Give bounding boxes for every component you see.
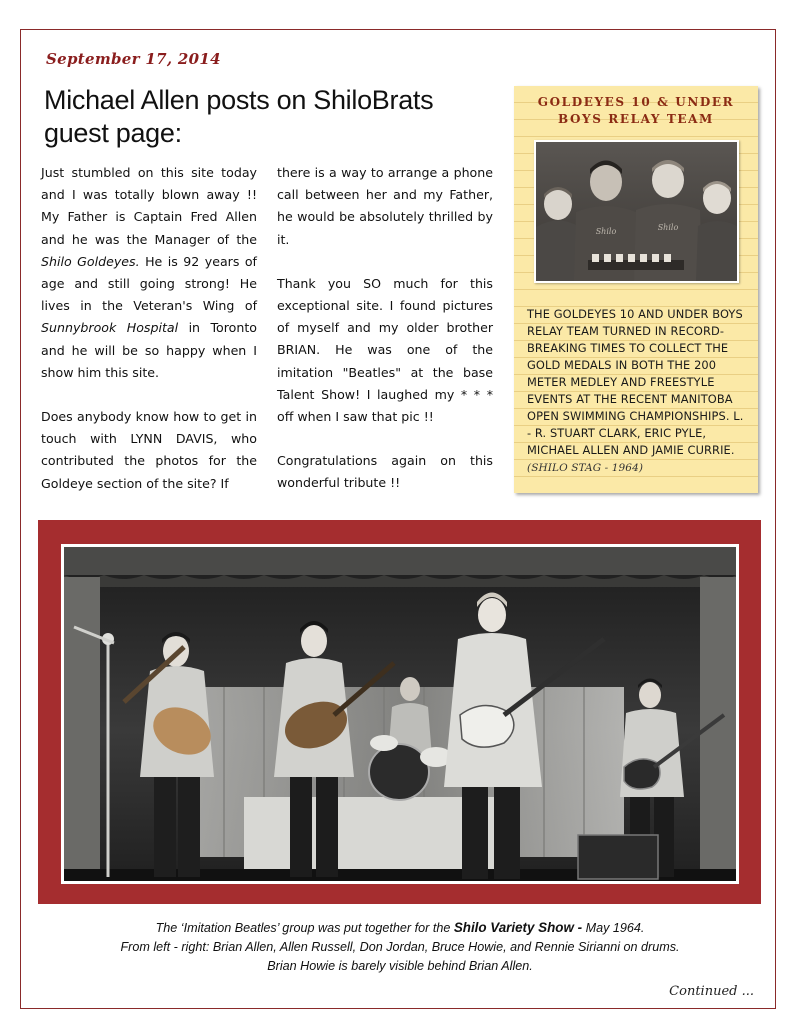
article-paragraph xyxy=(41,162,257,384)
text-run: in Toronto and he will be so happy when I show him this site. xyxy=(41,320,257,380)
article-paragraph: there is a way to arrange a phone call between her and my Father, he would be absolutely thrilled by it. xyxy=(277,165,493,247)
photo-caption xyxy=(40,918,760,976)
page-title: Michael Allen posts on ShiloBrats guest page: xyxy=(44,85,434,148)
article-paragraph: Congratulations again on this wonderful tribute !! xyxy=(277,453,493,491)
article-column-right xyxy=(277,162,493,517)
caption-text: The ‘Imitation Beatles’ group was put together for the xyxy=(155,921,451,935)
photo-caption-line: From left - right: Brian Allen, Allen Russell, Don Jordan, Bruce Howie, and Rennie Sirianni on drums. xyxy=(120,940,680,954)
text-run: He is 92 years of age and still going strong! He lives in the Veteran's Wing of xyxy=(41,253,257,314)
show-name: Shilo Variety Show - xyxy=(453,920,583,935)
photo-caption-line xyxy=(40,918,760,938)
band-photo-image xyxy=(64,547,736,881)
relay-team-photo-image xyxy=(536,142,737,281)
svg-text:Shilo: Shilo xyxy=(657,223,679,232)
hospital-name: Sunnybrook Hospital xyxy=(41,320,179,336)
post-date: September 17, 2014 xyxy=(46,50,221,68)
article-paragraph: Thank you SO much for this exceptional site. I found pictures of myself and my older brother BRIAN. He was one of the imitation "Beatles" at the base Talent Show! I laughed my * * * off when I saw that pic !! xyxy=(277,275,493,425)
sidebar-source: (SHILO STAG - 1964) xyxy=(527,462,644,474)
sidebar-title xyxy=(514,94,758,128)
sidebar-caption xyxy=(527,306,749,477)
band-photo xyxy=(61,544,739,884)
text-run: Just stumbled on this site today and I was totally blown away !! My Father is Captain Fred Allen and he was the Manager of the xyxy=(41,165,257,247)
sidebar-title-line: BOYS RELAY TEAM xyxy=(558,112,714,126)
relay-team-photo xyxy=(534,140,739,283)
photo-caption-line: Brian Howie is barely visible behind Brian Allen. xyxy=(267,959,533,973)
continued-label: Continued ... xyxy=(669,984,754,999)
article-paragraph: Does anybody know how to get in touch with LYNN DAVIS, who contributed the photos for the Goldeye section of the site? If xyxy=(41,409,257,491)
relay-team-sidebar xyxy=(514,86,758,493)
svg-text:Shilo: Shilo xyxy=(595,227,617,236)
article-column-left xyxy=(41,162,257,517)
sidebar-title-line: GOLDEYES 10 & UNDER xyxy=(537,95,735,109)
caption-date: May 1964. xyxy=(585,921,645,935)
team-name: Shilo Goldeyes. xyxy=(41,253,140,269)
sidebar-caption-text: THE GOLDEYES 10 AND UNDER BOYS RELAY TEAM TURNED IN RECORD-BREAKING TIMES TO COLLECT THE GOLD MEDALS IN BOTH THE 200 METER MEDLEY AND FREESTYLE EVENTS AT THE RECENT MANITOBA OPEN SWIMMING CHAMPIONSHIPS. L. - R. STUART CLARK, ERIC PYLE, MICHAEL ALLEN AND JAMIE CURRIE. xyxy=(527,307,744,457)
band-photo-frame xyxy=(38,520,761,904)
